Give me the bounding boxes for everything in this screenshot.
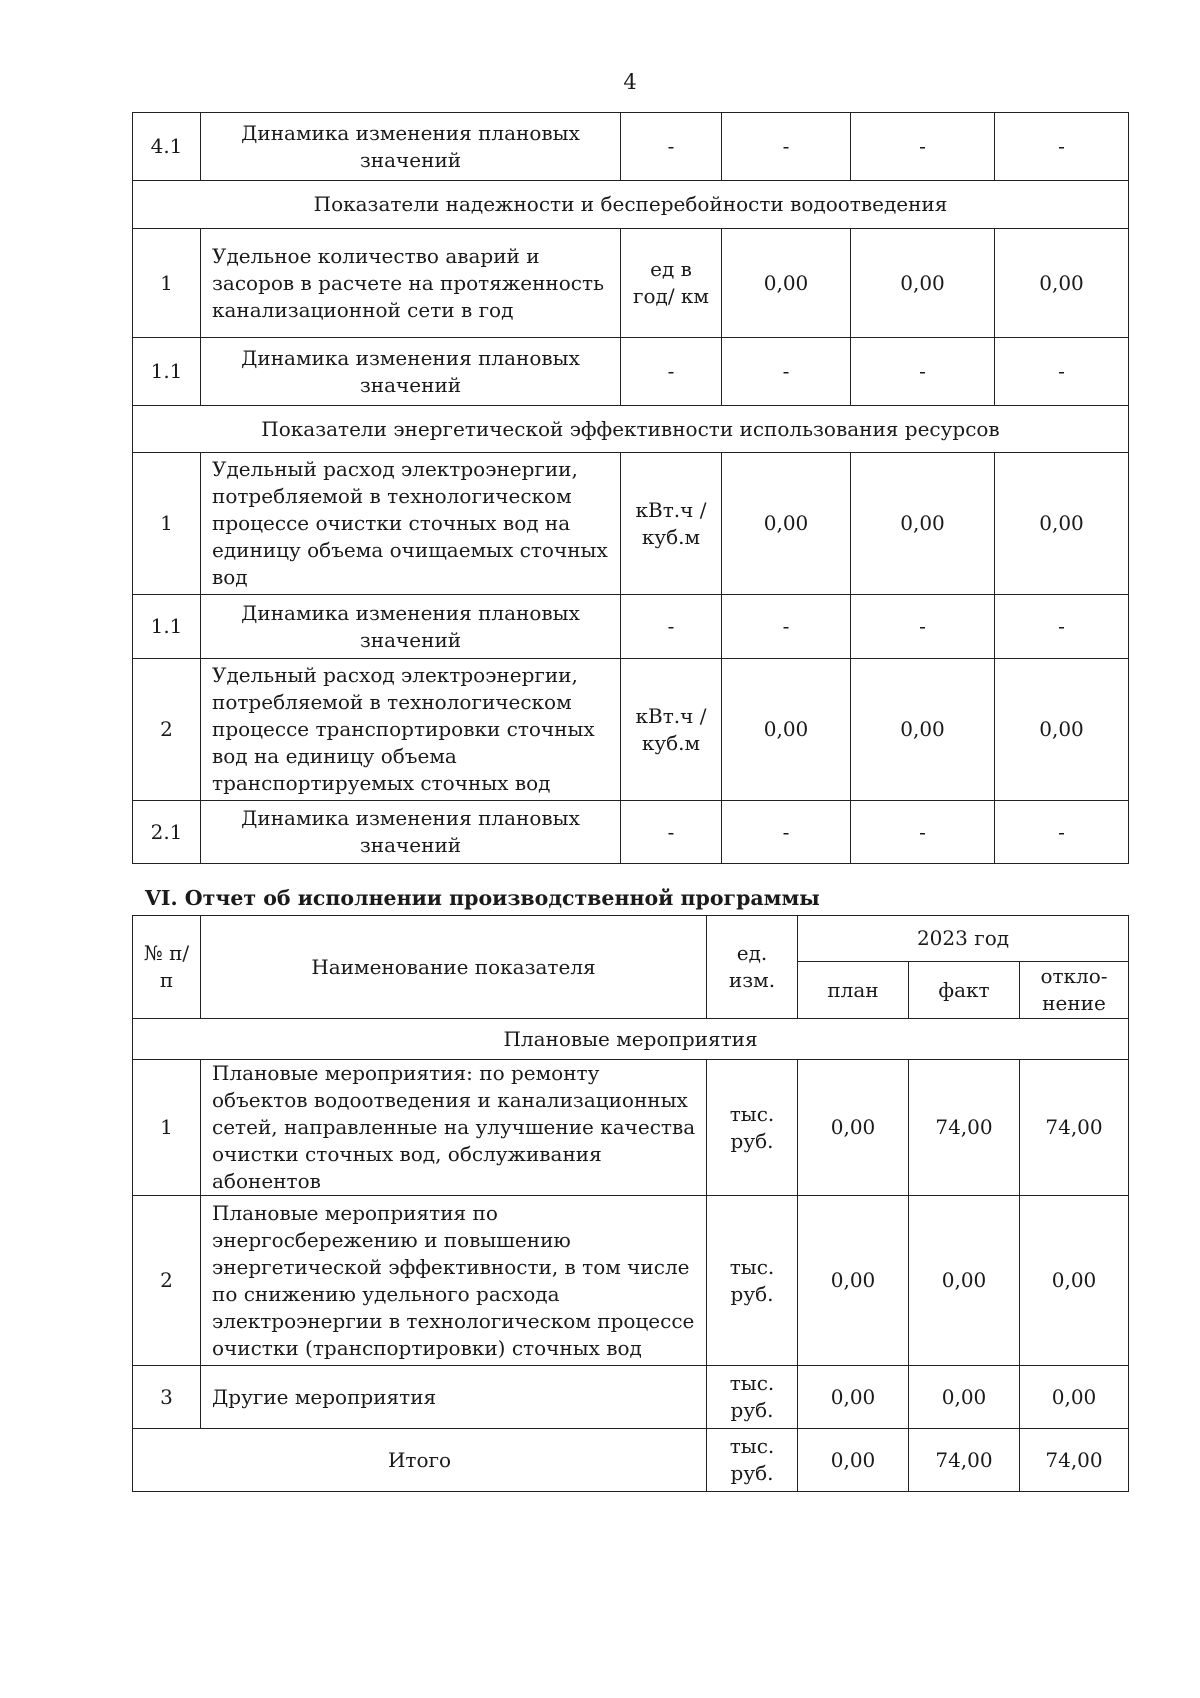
row-number: 2.1 <box>133 801 201 864</box>
program-report-table <box>132 915 1129 1492</box>
value-cell: 0,00 <box>722 453 851 595</box>
indicator-name: Динамика изменения плановых значений <box>201 113 621 181</box>
value-cell: - <box>722 595 851 659</box>
indicator-name: Динамика изменения плановых значений <box>201 801 621 864</box>
header-unit: ед. изм. <box>707 916 798 1019</box>
value-cell: 0,00 <box>722 229 851 338</box>
indicators-table <box>132 112 1129 864</box>
unit-cell: тыс. руб. <box>707 1366 798 1429</box>
indicator-name: Динамика изменения плановых значений <box>201 595 621 659</box>
unit-cell: - <box>621 113 722 181</box>
fact-cell: 74,00 <box>909 1429 1020 1492</box>
section-title: Показатели надежности и бесперебойности водоотведения <box>133 181 1129 229</box>
value-cell: - <box>851 595 995 659</box>
value-cell: - <box>851 113 995 181</box>
header-year: 2023 год <box>798 916 1129 962</box>
value-cell: - <box>722 338 851 406</box>
fact-cell: 0,00 <box>909 1196 1020 1366</box>
row-number: 2 <box>133 1196 201 1366</box>
table-row <box>133 659 1129 801</box>
value-cell: 0,00 <box>995 659 1129 801</box>
table-row <box>133 1366 1129 1429</box>
deviation-cell: 74,00 <box>1020 1060 1129 1196</box>
section-title: Плановые мероприятия <box>133 1019 1129 1060</box>
row-number: 1.1 <box>133 338 201 406</box>
unit-cell: - <box>621 801 722 864</box>
measure-name: Плановые мероприятия по энергосбережению и повышению энергетической эффективности, в том числе по снижению удельного расхода электроэнергии в технологическом процессе очистки (транспортировки) сточных вод <box>201 1196 707 1366</box>
unit-cell: - <box>621 595 722 659</box>
measure-name: Плановые мероприятия: по ремонту объектов водоотведения и канализационных сетей, направленные на улучшение качества очистки сточных вод, обслуживания абонентов <box>201 1060 707 1196</box>
fact-cell: 74,00 <box>909 1060 1020 1196</box>
plan-cell: 0,00 <box>798 1429 909 1492</box>
fact-cell: 0,00 <box>909 1366 1020 1429</box>
value-cell: 0,00 <box>995 229 1129 338</box>
value-cell: 0,00 <box>995 453 1129 595</box>
table-row <box>133 453 1129 595</box>
unit-cell: - <box>621 338 722 406</box>
header-fact: факт <box>909 962 1020 1019</box>
header-row <box>133 916 1129 962</box>
unit-cell: тыс. руб. <box>707 1429 798 1492</box>
row-number: 3 <box>133 1366 201 1429</box>
value-cell: - <box>851 338 995 406</box>
value-cell: 0,00 <box>851 659 995 801</box>
plan-cell: 0,00 <box>798 1366 909 1429</box>
value-cell: - <box>995 113 1129 181</box>
deviation-cell: 0,00 <box>1020 1196 1129 1366</box>
section-title: Показатели энергетической эффективности использования ресурсов <box>133 406 1129 453</box>
deviation-cell: 74,00 <box>1020 1429 1129 1492</box>
value-cell: - <box>995 595 1129 659</box>
indicator-name: Удельный расход электроэнергии, потребляемой в технологическом процессе очистки сточных вод на единицу объема очищаемых сточных вод <box>201 453 621 595</box>
total-row <box>133 1429 1129 1492</box>
unit-cell: тыс. руб. <box>707 1060 798 1196</box>
header-number: № п/п <box>133 916 201 1019</box>
measure-name: Другие мероприятия <box>201 1366 707 1429</box>
section-row <box>133 1019 1129 1060</box>
unit-cell: тыс. руб. <box>707 1196 798 1366</box>
value-cell: - <box>722 801 851 864</box>
total-label: Итого <box>133 1429 707 1492</box>
row-number: 2 <box>133 659 201 801</box>
header-deviation: откло-нение <box>1020 962 1129 1019</box>
row-number: 4.1 <box>133 113 201 181</box>
row-number: 1 <box>133 453 201 595</box>
indicator-name: Удельное количество аварий и засоров в расчете на протяженность канализационной сети в год <box>201 229 621 338</box>
table-row <box>133 1060 1129 1196</box>
indicator-name: Динамика изменения плановых значений <box>201 338 621 406</box>
row-number: 1.1 <box>133 595 201 659</box>
row-number: 1 <box>133 229 201 338</box>
section-row <box>133 406 1129 453</box>
table-row <box>133 801 1129 864</box>
value-cell: - <box>995 338 1129 406</box>
section-heading: VI. Отчет об исполнении производственной программы <box>145 886 820 910</box>
deviation-cell: 0,00 <box>1020 1366 1129 1429</box>
plan-cell: 0,00 <box>798 1060 909 1196</box>
page-number: 4 <box>623 70 637 94</box>
value-cell: 0,00 <box>851 229 995 338</box>
table-row <box>133 229 1129 338</box>
section-row <box>133 181 1129 229</box>
value-cell: - <box>995 801 1129 864</box>
unit-cell: кВт.ч / куб.м <box>621 453 722 595</box>
unit-cell: кВт.ч / куб.м <box>621 659 722 801</box>
value-cell: - <box>722 113 851 181</box>
value-cell: 0,00 <box>851 453 995 595</box>
table-row <box>133 595 1129 659</box>
table-row <box>133 338 1129 406</box>
table-row <box>133 113 1129 181</box>
plan-cell: 0,00 <box>798 1196 909 1366</box>
indicator-name: Удельный расход электроэнергии, потребляемой в технологическом процессе транспортировки сточных вод на единицу объема транспортируемых сточных вод <box>201 659 621 801</box>
unit-cell: ед в год/ км <box>621 229 722 338</box>
table-row <box>133 1196 1129 1366</box>
value-cell: - <box>851 801 995 864</box>
header-name: Наименование показателя <box>201 916 707 1019</box>
header-plan: план <box>798 962 909 1019</box>
value-cell: 0,00 <box>722 659 851 801</box>
row-number: 1 <box>133 1060 201 1196</box>
